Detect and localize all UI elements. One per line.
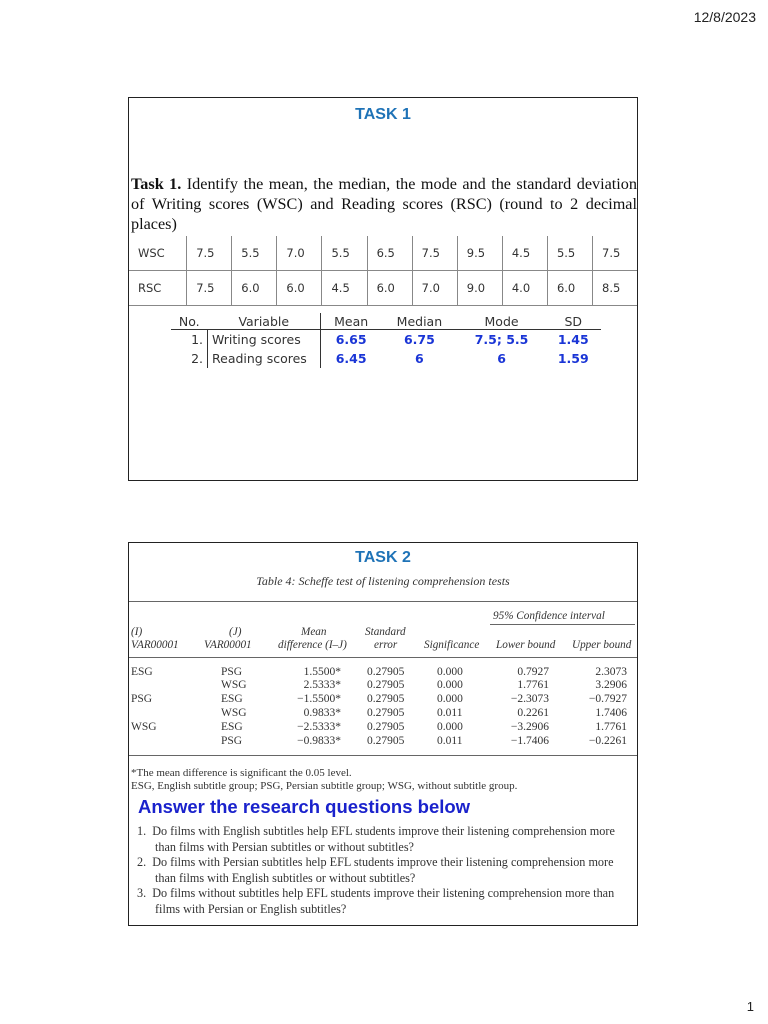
significance: 0.000: [437, 666, 463, 678]
group-j: PSG: [221, 735, 243, 747]
column-header: VAR00001: [204, 639, 252, 651]
scores-table: [129, 236, 637, 306]
score-cell: 5.5: [547, 236, 592, 271]
score-cell: 7.0: [277, 236, 322, 271]
standard-error: 0.27905: [367, 735, 405, 747]
slide-title: TASK 1: [355, 106, 411, 123]
column-header: Upper bound: [572, 639, 632, 651]
score-cell: 7.5: [412, 236, 457, 271]
variable-name: Reading scores: [208, 349, 321, 368]
score-cell: 7.0: [412, 271, 457, 306]
significance: 0.000: [437, 679, 463, 691]
sd-value: 1.45: [557, 332, 589, 347]
group-j: ESG: [221, 721, 243, 733]
significance: 0.000: [437, 693, 463, 705]
score-cell: 4.0: [502, 271, 547, 306]
table-header-row: [171, 313, 601, 330]
significance: 0.000: [437, 721, 463, 733]
score-cell: 6.0: [232, 271, 277, 306]
mean-difference: −2.5333*: [297, 721, 341, 733]
table-row: [129, 236, 637, 271]
mean-difference: 2.5333*: [303, 679, 341, 691]
column-header: Mean: [301, 626, 327, 638]
mean-difference: 0.9833*: [303, 707, 341, 719]
upper-bound: −0.2261: [588, 735, 627, 747]
column-header: Lower bound: [496, 639, 556, 651]
task-instruction-text: Identify the mean, the median, the mode and the standard deviation of Writing scores (WSC) and Reading scores (RSC) (round to 2 decimal places): [131, 175, 637, 233]
column-header: Standard: [365, 626, 406, 638]
score-cell: 6.0: [547, 271, 592, 306]
column-header: No.: [171, 313, 208, 330]
median-value: 6.75: [403, 332, 435, 347]
standard-error: 0.27905: [367, 707, 405, 719]
column-header: (I): [131, 626, 143, 638]
column-header: (J): [229, 626, 242, 638]
table-footnote: [131, 767, 517, 793]
row-label: RSC: [129, 271, 187, 306]
group-j: PSG: [221, 666, 243, 678]
score-cell: 9.0: [457, 271, 502, 306]
row-number: 1.: [171, 330, 208, 350]
column-header: Median: [381, 313, 457, 330]
score-cell: 4.5: [322, 271, 367, 306]
list-item: 3. Do films without subtitles help EFL students improve their listening comprehension more than films with Persian or English subtitles?: [137, 886, 615, 916]
significance: 0.011: [437, 735, 463, 747]
lower-bound: 1.7761: [517, 679, 549, 691]
standard-error: 0.27905: [367, 679, 405, 691]
slide-task-2: [128, 542, 638, 926]
row-number: 2.: [171, 349, 208, 368]
slide-title: TASK 2: [355, 549, 411, 566]
page-number: 1: [746, 999, 754, 1014]
sd-value: 1.59: [557, 351, 589, 366]
lower-bound: −1.7406: [510, 735, 549, 747]
row-label: WSC: [129, 236, 187, 271]
group-j: ESG: [221, 693, 243, 705]
table-row: [171, 349, 601, 368]
research-questions-list: [137, 824, 629, 917]
mean-difference: −1.5500*: [297, 693, 341, 705]
upper-bound: 1.7406: [595, 707, 627, 719]
standard-error: 0.27905: [367, 666, 405, 678]
task-label: Task 1.: [131, 175, 182, 193]
task-instruction: [131, 174, 637, 234]
significance: 0.011: [437, 707, 463, 719]
questions-heading: Answer the research questions below: [138, 796, 471, 817]
mean-value: 6.65: [335, 332, 367, 347]
table-row: [129, 271, 637, 306]
group-j: WSG: [221, 707, 247, 719]
column-header: difference (I–J): [278, 639, 347, 651]
lower-bound: 0.7927: [517, 666, 549, 678]
header-date: 12/8/2023: [693, 9, 756, 25]
table-rule-header: [129, 657, 637, 658]
list-item: 2. Do films with Persian subtitles help EFL students improve their listening comprehension more than films with English subtitles or without subtitles?: [137, 855, 614, 885]
score-cell: 7.5: [593, 236, 637, 271]
footnote-line: ESG, English subtitle group; PSG, Persian subtitle group; WSG, without subtitle group.: [131, 780, 518, 792]
group-j: WSG: [221, 679, 247, 691]
upper-bound: −0.7927: [588, 693, 627, 705]
column-header: Mode: [458, 313, 546, 330]
score-cell: 7.5: [187, 236, 232, 271]
group-i: WSG: [131, 721, 157, 733]
list-item: 1. Do films with English subtitles help EFL students improve their listening comprehension more than films with Persian subtitles or without subtitles?: [137, 824, 615, 854]
ci-underline: [490, 624, 635, 625]
mean-difference: −0.9833*: [297, 735, 341, 747]
score-cell: 6.5: [367, 236, 412, 271]
summary-table: [171, 313, 601, 368]
mean-value: 6.45: [335, 351, 367, 366]
score-cell: 5.5: [322, 236, 367, 271]
upper-bound: 3.2906: [595, 679, 627, 691]
score-cell: 8.5: [593, 271, 637, 306]
score-cell: 6.0: [277, 271, 322, 306]
lower-bound: −3.2906: [510, 721, 549, 733]
slide-task-1: [128, 97, 638, 481]
table-rule-bottom: [129, 755, 637, 756]
lower-bound: 0.2261: [517, 707, 549, 719]
upper-bound: 1.7761: [595, 721, 627, 733]
group-i: PSG: [131, 693, 153, 705]
column-header: Mean: [321, 313, 382, 330]
upper-bound: 2.3073: [595, 666, 627, 678]
mode-value: 7.5; 5.5: [474, 332, 529, 347]
lower-bound: −2.3073: [510, 693, 549, 705]
group-i: ESG: [131, 666, 153, 678]
variable-name: Writing scores: [208, 330, 321, 350]
standard-error: 0.27905: [367, 693, 405, 705]
score-cell: 9.5: [457, 236, 502, 271]
column-header: VAR00001: [131, 639, 179, 651]
mean-difference: 1.5500*: [303, 666, 341, 678]
column-header: SD: [546, 313, 601, 330]
standard-error: 0.27905: [367, 721, 405, 733]
score-cell: 7.5: [187, 271, 232, 306]
footnote-line: *The mean difference is significant the 0.05 level.: [131, 767, 352, 779]
ci-header: 95% Confidence interval: [493, 610, 605, 622]
score-cell: 4.5: [502, 236, 547, 271]
score-cell: 6.0: [367, 271, 412, 306]
score-cell: 5.5: [232, 236, 277, 271]
table-rule-top: [129, 601, 637, 602]
table-row: [171, 330, 601, 350]
table-caption: Table 4: Scheffe test of listening comprehension tests: [256, 574, 510, 588]
mode-value: 6: [497, 351, 506, 366]
median-value: 6: [415, 351, 424, 366]
column-header: Significance: [424, 639, 480, 651]
column-header: error: [374, 639, 398, 651]
column-header: Variable: [208, 313, 321, 330]
